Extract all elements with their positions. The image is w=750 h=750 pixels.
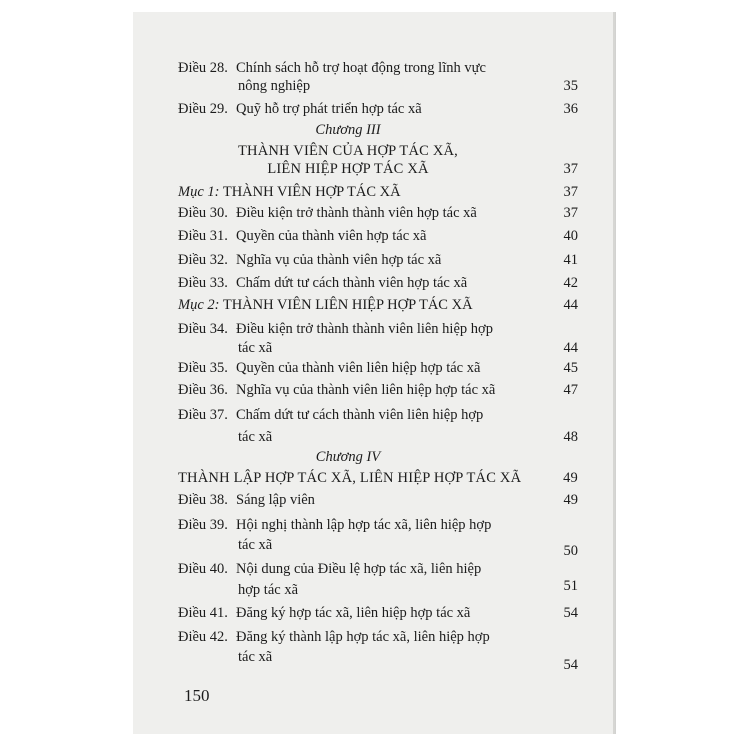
chapter-iv-heading-row — [178, 467, 578, 489]
toc-entry-dieu-38 — [178, 489, 578, 511]
page-ref: 47 — [563, 382, 578, 398]
page-ref: 49 — [563, 470, 578, 486]
entry-title: Nghĩa vụ của thành viên hợp tác xã — [236, 252, 442, 268]
toc-entry-dieu-34-cont — [238, 337, 578, 359]
toc-entry-dieu-41 — [178, 602, 578, 624]
page-ref: 40 — [563, 228, 578, 244]
chapter-iii-heading-line2: LIÊN HIỆP HỢP TÁC XÃ — [267, 161, 429, 177]
page-ref: 45 — [563, 360, 578, 376]
toc-entry-dieu-33 — [178, 272, 578, 294]
entry-title: Hội nghị thành lập hợp tác xã, liên hiệp hợp — [236, 517, 492, 533]
page-ref: 44 — [563, 297, 578, 313]
section-label: Mục 1: — [178, 184, 220, 200]
toc-entry-dieu-40 — [178, 558, 578, 580]
page-ref: 44 — [563, 340, 578, 356]
page-ref: 37 — [563, 161, 578, 177]
entry-title: Nội dung của Điều lệ hợp tác xã, liên hiệp — [236, 561, 482, 577]
toc-entry-dieu-39 — [178, 514, 578, 536]
toc-entry-dieu-29 — [178, 98, 578, 120]
page-ref: 41 — [563, 252, 578, 268]
chapter-iv-heading: THÀNH LẬP HỢP TÁC XÃ, LIÊN HIỆP HỢP TÁC XÃ — [178, 470, 522, 486]
entry-label: Điều 38. — [178, 492, 228, 508]
page-ref: 36 — [563, 101, 578, 117]
page-ref: 51 — [563, 578, 578, 594]
entry-title-cont: tác xã — [238, 649, 273, 665]
page-number: 150 — [184, 686, 210, 705]
page-ref: 42 — [563, 275, 578, 291]
page-ref: 37 — [563, 205, 578, 221]
toc-entry-dieu-42-cont — [238, 646, 578, 673]
entry-title-cont: tác xã — [238, 429, 273, 445]
entry-title: Quỹ hỗ trợ phát triển hợp tác xã — [236, 101, 422, 117]
page-ref: 37 — [563, 184, 578, 200]
entry-label: Điều 33. — [178, 275, 228, 291]
section-label: Mục 2: — [178, 297, 220, 313]
section-title: THÀNH VIÊN LIÊN HIỆP HỢP TÁC XÃ — [222, 297, 473, 313]
entry-title-cont: tác xã — [238, 537, 273, 553]
page-ref: 35 — [563, 78, 578, 94]
entry-label: Điều 29. — [178, 101, 228, 117]
entry-title: Điều kiện trở thành thành viên hợp tác xã — [236, 205, 477, 221]
toc-entry-muc-2 — [178, 294, 578, 316]
entry-title-cont: nông nghiệp — [238, 78, 311, 94]
entry-title: Sáng lập viên — [236, 492, 315, 508]
entry-label: Điều 35. — [178, 360, 228, 376]
page-ref: 49 — [563, 492, 578, 508]
entry-label: Điều 40. — [178, 561, 228, 577]
entry-title: Điều kiện trở thành thành viên liên hiệp hợp — [236, 321, 493, 337]
toc-entry-muc-1 — [178, 181, 578, 203]
page-ref: 50 — [563, 543, 578, 559]
chapter-iv-title: Chương IV — [315, 449, 381, 465]
entry-title: Quyền của thành viên hợp tác xã — [236, 228, 427, 244]
toc-entry-dieu-40-cont — [238, 579, 578, 601]
toc-entry-dieu-32 — [178, 249, 578, 271]
toc-entry-dieu-35 — [178, 357, 578, 379]
entry-label: Điều 31. — [178, 228, 228, 244]
toc-entry-dieu-42 — [178, 626, 578, 648]
toc-entry-dieu-37-cont — [238, 426, 578, 448]
entry-label: Điều 36. — [178, 382, 228, 398]
entry-title-cont: hợp tác xã — [238, 582, 299, 598]
entry-title: Chính sách hỗ trợ hoạt động trong lĩnh vực — [236, 60, 486, 76]
entry-label: Điều 32. — [178, 252, 228, 268]
toc-entry-dieu-36 — [178, 379, 578, 401]
chapter-iii-heading-line1: THÀNH VIÊN CỦA HỢP TÁC XÃ, — [237, 143, 459, 159]
section-title: THÀNH VIÊN HỢP TÁC XÃ — [222, 184, 401, 200]
toc-entry-dieu-39-cont — [238, 534, 578, 559]
entry-label: Điều 42. — [178, 629, 228, 645]
chapter-iii-title: Chương III — [315, 122, 381, 138]
entry-label: Điều 41. — [178, 605, 228, 621]
entry-title: Đăng ký hợp tác xã, liên hiệp hợp tác xã — [236, 605, 471, 621]
entry-title: Đăng ký thành lập hợp tác xã, liên hiệp hợp — [236, 629, 490, 645]
entry-title-cont: tác xã — [238, 340, 273, 356]
entry-title: Nghĩa vụ của thành viên liên hiệp hợp tác xã — [236, 382, 496, 398]
entry-label: Điều 30. — [178, 205, 228, 221]
toc-entry-dieu-31 — [178, 225, 578, 247]
toc-entry-dieu-37 — [178, 404, 578, 426]
entry-label: Điều 39. — [178, 517, 228, 533]
page-ref: 54 — [563, 657, 578, 673]
toc-entry-dieu-30 — [178, 202, 578, 224]
page-ref: 54 — [563, 605, 578, 621]
entry-title: Quyền của thành viên liên hiệp hợp tác xã — [236, 360, 481, 376]
page-ref: 48 — [563, 429, 578, 445]
entry-label: Điều 37. — [178, 407, 228, 423]
toc-entry-dieu-28-cont — [238, 75, 578, 97]
entry-title: Chấm dứt tư cách thành viên hợp tác xã — [236, 275, 468, 291]
entry-label: Điều 28. — [178, 60, 228, 76]
entry-title: Chấm dứt tư cách thành viên liên hiệp hợp — [236, 407, 484, 423]
entry-label: Điều 34. — [178, 321, 228, 337]
